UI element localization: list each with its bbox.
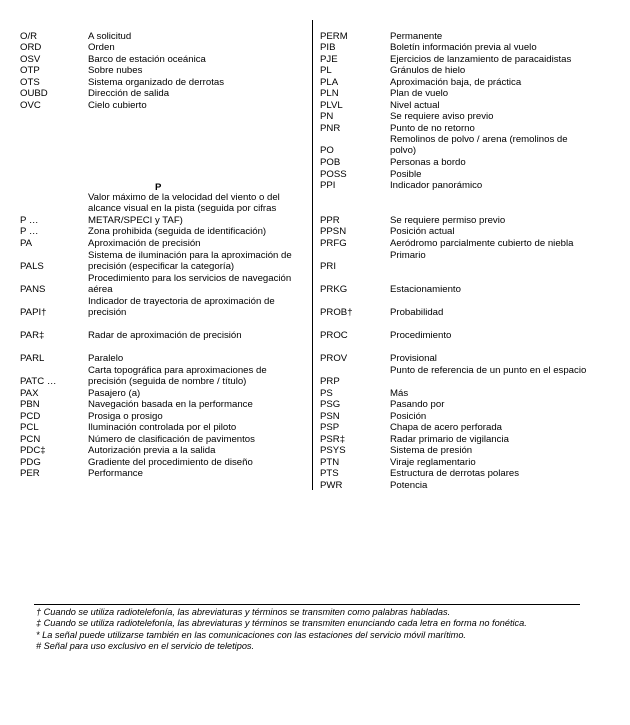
list-item: [20, 353, 306, 364]
list-item: [320, 111, 630, 122]
abbreviation: PAPI†: [20, 307, 47, 319]
list-item: [390, 250, 630, 261]
list-item: [320, 480, 630, 491]
abbreviation: PCL: [20, 422, 39, 433]
abbreviation: PBN: [20, 399, 40, 410]
definition: Potencia: [390, 480, 428, 491]
list-item: [390, 365, 630, 376]
list-item: [320, 457, 630, 468]
definition: Boletín información previa al vuelo: [390, 42, 537, 53]
list-item: [320, 468, 630, 479]
definition: Posible: [390, 169, 422, 180]
definition: Aeródromo parcialmente cubierto de niebla: [390, 238, 574, 249]
definition: Autorización previa a la salida: [88, 445, 216, 456]
footnote: * La señal puede utilizarse también en las comunicaciones con las estaciones del servicio móvil marítimo.: [36, 629, 466, 640]
list-item: [20, 100, 306, 111]
list-item: [320, 88, 630, 99]
list-item: [320, 42, 630, 53]
definition: Radar primario de vigilancia: [390, 434, 509, 445]
abbreviation: PCD: [20, 411, 41, 422]
definition: Prosiga o prosigo: [88, 411, 163, 422]
definition: Radar de aproximación de precisión: [88, 330, 242, 341]
list-item: [20, 238, 306, 249]
list-item: [20, 434, 306, 445]
abbreviation: PARL: [20, 353, 45, 364]
abbreviation: PLN: [320, 88, 339, 99]
abbreviation: PS: [320, 388, 333, 399]
definition: Aproximación de precisión: [88, 238, 201, 249]
definition: Cielo cubierto: [88, 100, 147, 111]
definition: Posición actual: [390, 226, 455, 237]
abbreviation: PATC …: [20, 376, 57, 388]
definition: Viraje reglamentario: [390, 457, 476, 468]
list-item: [20, 388, 306, 399]
section-letter: P: [155, 182, 162, 193]
abbreviation: POSS: [320, 169, 347, 180]
list-item: [320, 445, 630, 456]
abbreviation: PPI: [320, 180, 336, 191]
list-item: [20, 399, 306, 410]
list-item: [320, 261, 390, 272]
abbreviation: PWR: [320, 480, 343, 491]
definition: Performance: [88, 468, 143, 479]
definition: Se requiere aviso previo: [390, 111, 494, 122]
abbreviation: OTP: [20, 65, 40, 76]
list-item: [320, 411, 630, 422]
definition: Probabilidad: [390, 307, 444, 318]
definition: Zona prohibida (seguida de identificación): [88, 226, 267, 237]
definition: Iluminación controlada por el piloto: [88, 422, 237, 433]
footnote: # Señal para uso exclusivo en el servicio de teletipos.: [36, 641, 255, 652]
abbreviation: PRKG: [320, 284, 348, 295]
abbreviation: PALS: [20, 261, 44, 273]
definition: Ejercicios de lanzamiento de paracaidistas: [390, 54, 572, 65]
list-item: [20, 31, 306, 42]
definition: Indicador de trayectoria de aproximación de precisión: [88, 296, 275, 319]
list-item: [20, 457, 306, 468]
definition: Procedimiento para los servicios de navegación aérea: [88, 273, 292, 296]
abbreviation: PLA: [320, 77, 339, 88]
definition: Provisional: [390, 353, 437, 364]
abbreviation: PRFG: [320, 238, 347, 249]
definition: Chapa de acero perforada: [390, 422, 503, 433]
footnote: † Cuando se utiliza radiotelefonía, las abreviaturas y términos se transmiten como palabras habladas.: [36, 607, 451, 617]
abbreviation: PRI: [320, 261, 336, 272]
definition: Dirección de salida: [88, 88, 170, 99]
abbreviation: OSV: [20, 54, 41, 65]
abbreviation: PANS: [20, 284, 46, 296]
abbreviation: PSR‡: [320, 434, 346, 445]
definition: Sistema de presión: [390, 445, 473, 456]
definition: Estructura de derrotas polares: [390, 468, 520, 479]
list-item: [20, 88, 306, 99]
list-item: [20, 330, 306, 341]
definition: Sistema organizado de derrotas: [88, 77, 224, 88]
definition: Orden: [88, 42, 115, 53]
list-item: [320, 353, 630, 364]
definition: Valor máximo de la velocidad del viento o del alcance visual en la pista (seguida por cifras METAR/SPECI y TAF): [88, 192, 280, 226]
list-item: [320, 376, 390, 387]
abbreviation: PROC: [320, 330, 348, 341]
list-item: [20, 422, 306, 433]
definition: Remolinos de polvo / arena (remolinos de polvo): [390, 134, 568, 157]
list-item: [320, 226, 630, 237]
abbreviation: PO: [320, 145, 334, 157]
abbreviation: PN: [320, 111, 334, 122]
list-item: [320, 422, 630, 433]
definition: Más: [390, 388, 409, 399]
definition: Aproximación baja, de práctica: [390, 77, 522, 88]
definition: Número de clasificación de pavimentos: [88, 434, 255, 445]
abbreviation: PJE: [320, 54, 338, 65]
abbreviation: PA: [20, 238, 33, 249]
list-item: [20, 296, 306, 319]
list-item: [320, 100, 630, 111]
abbreviation: ORD: [20, 42, 42, 53]
abbreviation: OVC: [20, 100, 41, 111]
definition: Pasajero (a): [88, 388, 141, 399]
definition: Carta topográfica para aproximaciones de precisión (seguida de nombre / título): [88, 365, 267, 388]
abbreviation: PTS: [320, 468, 339, 479]
abbreviation: OUBD: [20, 88, 48, 99]
definition: Procedimiento: [390, 330, 452, 341]
footnote: ‡ Cuando se utiliza radiotelefonía, las abreviaturas y términos se transmiten enunciando cada letra en forma no fonética.: [36, 618, 527, 629]
list-item: [20, 365, 306, 388]
list-item: [20, 54, 306, 65]
abbreviation: PCN: [20, 434, 41, 445]
list-item: [20, 77, 306, 88]
list-item: [20, 468, 306, 479]
list-item: [20, 226, 306, 237]
abbreviation: POB: [320, 157, 341, 168]
definition: A solicitud: [88, 31, 132, 42]
definition: Gradiente del procedimiento de diseño: [88, 457, 253, 468]
list-item: [320, 169, 630, 180]
list-item: [320, 180, 630, 191]
definition: Navegación basada en la performance: [88, 399, 253, 410]
abbreviation: PSG: [320, 399, 341, 410]
definition: Posición: [390, 411, 427, 422]
abbreviation: PROB†: [320, 307, 353, 318]
abbreviation: PL: [320, 65, 332, 76]
list-item: [320, 238, 630, 249]
abbreviation: PSN: [320, 411, 340, 422]
list-item: [320, 399, 630, 410]
list-item: [320, 388, 630, 399]
definition: Plan de vuelo: [390, 88, 449, 99]
abbreviation: PDC‡: [20, 445, 46, 456]
definition: Pasando por: [390, 399, 445, 410]
list-item: [320, 65, 630, 76]
list-item: [320, 77, 630, 88]
abbreviation: PRP: [320, 376, 340, 387]
definition: Punto de referencia de un punto en el espacio: [390, 365, 587, 376]
abbreviation: OTS: [20, 77, 40, 88]
abbreviation: PROV: [320, 353, 348, 364]
list-item: [20, 42, 306, 53]
abbreviation: PSP: [320, 422, 340, 433]
list-item: [320, 123, 630, 134]
abbreviation: PER: [20, 468, 40, 479]
definition: Se requiere permiso previo: [390, 215, 506, 226]
abbreviation: PNR: [320, 123, 341, 134]
list-item: [20, 192, 306, 226]
footnotes: [36, 607, 606, 653]
definition: Estacionamiento: [390, 284, 461, 295]
abbreviation: PAX: [20, 388, 39, 399]
definition: Sobre nubes: [88, 65, 143, 76]
definition: Punto de no retorno: [390, 123, 475, 134]
list-item: [320, 434, 630, 445]
list-item: [20, 250, 306, 273]
definition: Permanente: [390, 31, 443, 42]
list-item: [20, 273, 306, 296]
list-item: [320, 215, 630, 226]
abbreviation: PAR‡: [20, 330, 45, 341]
list-item: [320, 307, 630, 318]
list-item: [20, 445, 306, 456]
list-item: [320, 330, 630, 341]
list-item: [320, 54, 630, 65]
abbreviation: PTN: [320, 457, 340, 468]
definition: Gránulos de hielo: [390, 65, 466, 76]
list-item: [20, 65, 306, 76]
abbreviation: PPSN: [320, 226, 347, 237]
list-item: [320, 157, 630, 168]
column-divider: [312, 20, 313, 490]
definition: Indicador panorámico: [390, 180, 483, 191]
list-item: [20, 411, 306, 422]
list-item: [320, 31, 630, 42]
abbreviation: PERM: [320, 31, 348, 42]
abbreviation: PPR: [320, 215, 340, 226]
definition: Personas a bordo: [390, 157, 466, 168]
definition: Paralelo: [88, 353, 124, 364]
abbreviation: PSYS: [320, 445, 346, 456]
abbreviation: P …: [20, 226, 39, 237]
definition: Primario: [390, 250, 426, 261]
abbreviation: PDG: [20, 457, 41, 468]
definition: Sistema de iluminación para la aproximación de precisión (especificar la categoría): [88, 250, 292, 273]
list-item: [320, 284, 630, 295]
abbreviation: O/R: [20, 31, 38, 42]
footnote-rule: [34, 604, 580, 605]
list-item: [320, 134, 580, 157]
abbreviation: PIB: [320, 42, 336, 53]
definition: Nivel actual: [390, 100, 440, 111]
abbreviation: P …: [20, 214, 39, 226]
abbreviation: PLVL: [320, 100, 343, 111]
definition: Barco de estación oceánica: [88, 54, 206, 65]
